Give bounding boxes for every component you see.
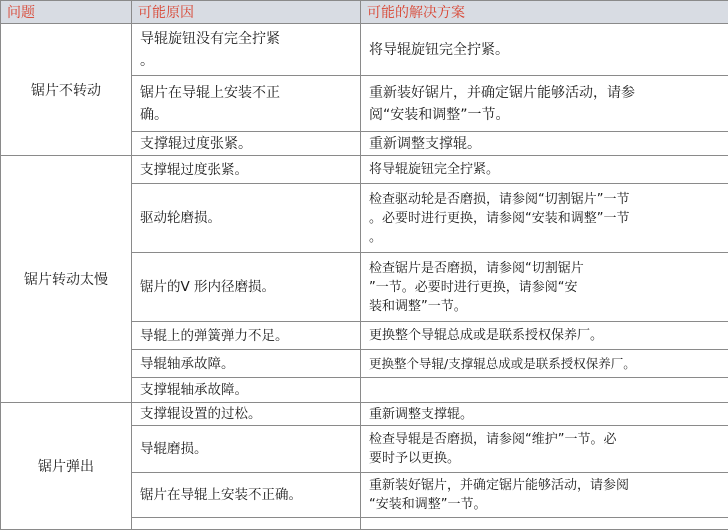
solution-cell: 重新调整支撑辊。 (361, 132, 728, 156)
table-row (1, 156, 728, 184)
solution-cell: 更换整个导辊总成或是联系授权保养厂。 (361, 322, 728, 350)
solution-cell: 将导辊旋钮完全拧紧。 (361, 156, 728, 184)
problem-cell: 锯片弹出 (1, 403, 132, 530)
header-cause: 可能原因 (132, 1, 361, 24)
cause-cell: 导辊磨损。 (132, 426, 361, 473)
problem-cell: 锯片转动太慢 (1, 156, 132, 403)
cause-cell: 导辊轴承故障。 (132, 350, 361, 378)
solution-cell: 重新装好锯片，并确定锯片能够活动，请参阅 “安装和调整”一节。 (361, 473, 728, 518)
header-row (1, 1, 728, 24)
table-row (1, 403, 728, 426)
solution-cell: 将导辊旋钮完全拧紧。 (361, 24, 728, 76)
header-problem: 问题 (1, 1, 132, 24)
cause-cell: 支撑辊设置的过松。 (132, 403, 361, 426)
solution-cell: 检查导辊是否磨损，请参阅“维护”一节。必 要时予以更换。 (361, 426, 728, 473)
cause-cell (132, 518, 361, 530)
solution-cell: 检查锯片是否磨损，请参阅“切割锯片 ”一节。必要时进行更换，请参阅“安 装和调整”一节。 (361, 253, 728, 322)
solution-cell: 检查驱动轮是否磨损，请参阅“切割锯片”一节 。必要时进行更换，请参阅“安装和调整”一节 。 (361, 184, 728, 253)
table-row (1, 24, 728, 76)
cause-cell: 支撑辊轴承故障。 (132, 378, 361, 403)
problem-cell: 锯片不转动 (1, 24, 132, 156)
solution-cell (361, 518, 728, 530)
cause-cell: 导辊旋钮没有完全拧紧 。 (132, 24, 361, 76)
cause-cell: 支撑辊过度张紧。 (132, 156, 361, 184)
solution-cell: 更换整个导辊/支撑辊总成或是联系授权保养厂。 (361, 350, 728, 378)
cause-cell: 导辊上的弹簧弹力不足。 (132, 322, 361, 350)
solution-cell (361, 378, 728, 403)
cause-cell: 支撑辊过度张紧。 (132, 132, 361, 156)
cause-cell: 锯片在导辊上安装不正 确。 (132, 76, 361, 132)
cause-cell: 锯片在导辊上安装不正确。 (132, 473, 361, 518)
cause-cell: 驱动轮磨损。 (132, 184, 361, 253)
header-solution: 可能的解决方案 (361, 1, 728, 24)
solution-cell: 重新装好锯片，并确定锯片能够活动，请参 阅“安装和调整”一节。 (361, 76, 728, 132)
solution-cell: 重新调整支撑辊。 (361, 403, 728, 426)
cause-cell: 锯片的V 形内径磨损。 (132, 253, 361, 322)
